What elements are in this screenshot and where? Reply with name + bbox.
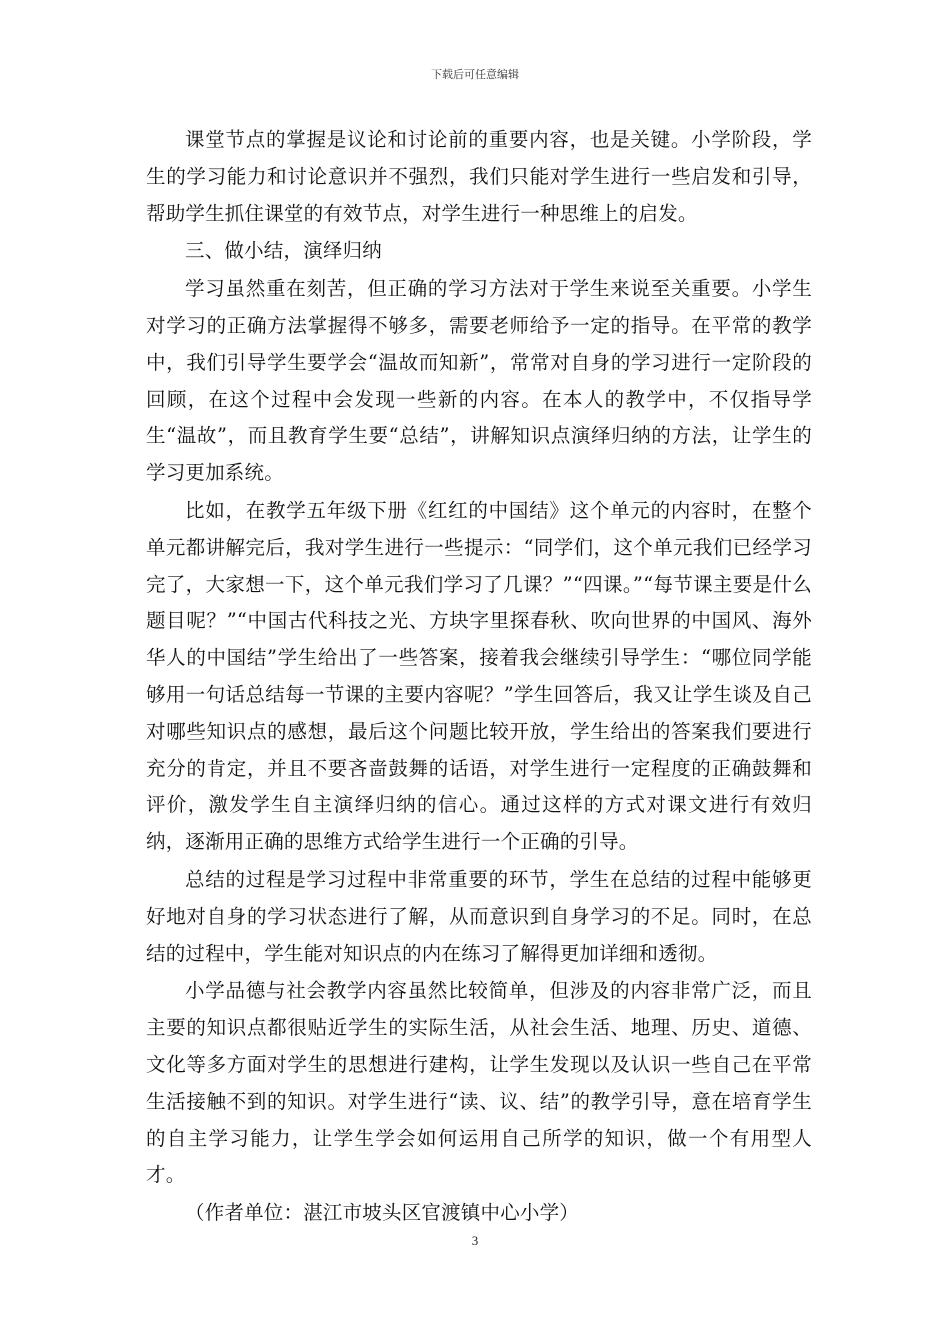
paragraph-example-unit: 比如，在教学五年级下册《红红的中国结》这个单元的内容时，在整个单元都讲解完后，我对学生进行一些提示：“同学们，这个单元我们已经学习完了，大家想一下，这个单元我们学习了几课？”“四课。”“每节课主要是什么题目呢？”“中国古代科技之光、方块字里探春秋、吹向世界的中国风、海外华人的中国结”学生给出了一些答案，接着我会继续引导学生：“哪位同学能够用一句话总结每一节课的主要内容呢？”学生回答后，我又让学生谈及自己对哪些知识点的感想，最后这个问题比较开放，学生给出的答案我们要进行充分的肯定，并且不要吝啬鼓舞的话语，对学生进行一定程度的正确鼓舞和评价，激发学生自主演绎归纳的信心。通过这样的方式对课文进行有效归纳，逐渐用正确的思维方式给学生进行一个正确的引导。 [146,498,812,854]
author-affiliation: （作者单位：湛江市坡头区官渡镇中心小学） [185,1201,580,1225]
page-number: 3 [471,1233,479,1248]
paragraph-classroom-nodes: 课堂节点的掌握是议论和讨论前的重要内容，也是关键。小学阶段，学生的学习能力和讨论意识并不强烈，我们只能对学生进行一些启发和引导，帮助学生抓住课堂的有效节点，对学生进行一种思维上的启发。 [146,128,812,225]
document-body [146,122,812,1233]
page-header: 下载后可任意编辑 [431,68,519,81]
paragraph-learning-methods: 学习虽然重在刻苦，但正确的学习方法对于学生来说至关重要。小学生对学习的正确方法掌握得不够多，需要老师给予一定的指导。在平常的教学中，我们引导学生要学会“温故而知新”，常常对自身的学习进行一定阶段的回顾，在这个过程中会发现一些新的内容。在本人的教学中，不仅指导学生“温故”，而且教育学生要“总结”，讲解知识点演绎归纳的方法，让学生的学习更加系统。 [146,277,812,485]
paragraph-conclusion: 小学品德与社会教学内容虽然比较简单，但涉及的内容非常广泛，而且主要的知识点都很贴近学生的实际生活，从社会生活、地理、历史、道德、文化等多方面对学生的思想进行建构，让学生发现以及认识一些自己在平常生活接触不到的知识。对学生进行“读、议、结”的教学引导，意在培育学生的自主学习能力，让学生学会如何运用自己所学的知识，做一个有用型人才。 [146,979,812,1187]
section-heading-summary: 三、做小结，演绎归纳 [185,239,383,263]
paragraph-summary-process: 总结的过程是学习过程中非常重要的环节，学生在总结的过程中能够更好地对自身的学习状态进行了解，从而意识到自身学习的不足。同时，在总结的过程中，学生能对知识点的内在练习了解得更加详细和透彻。 [146,867,812,965]
